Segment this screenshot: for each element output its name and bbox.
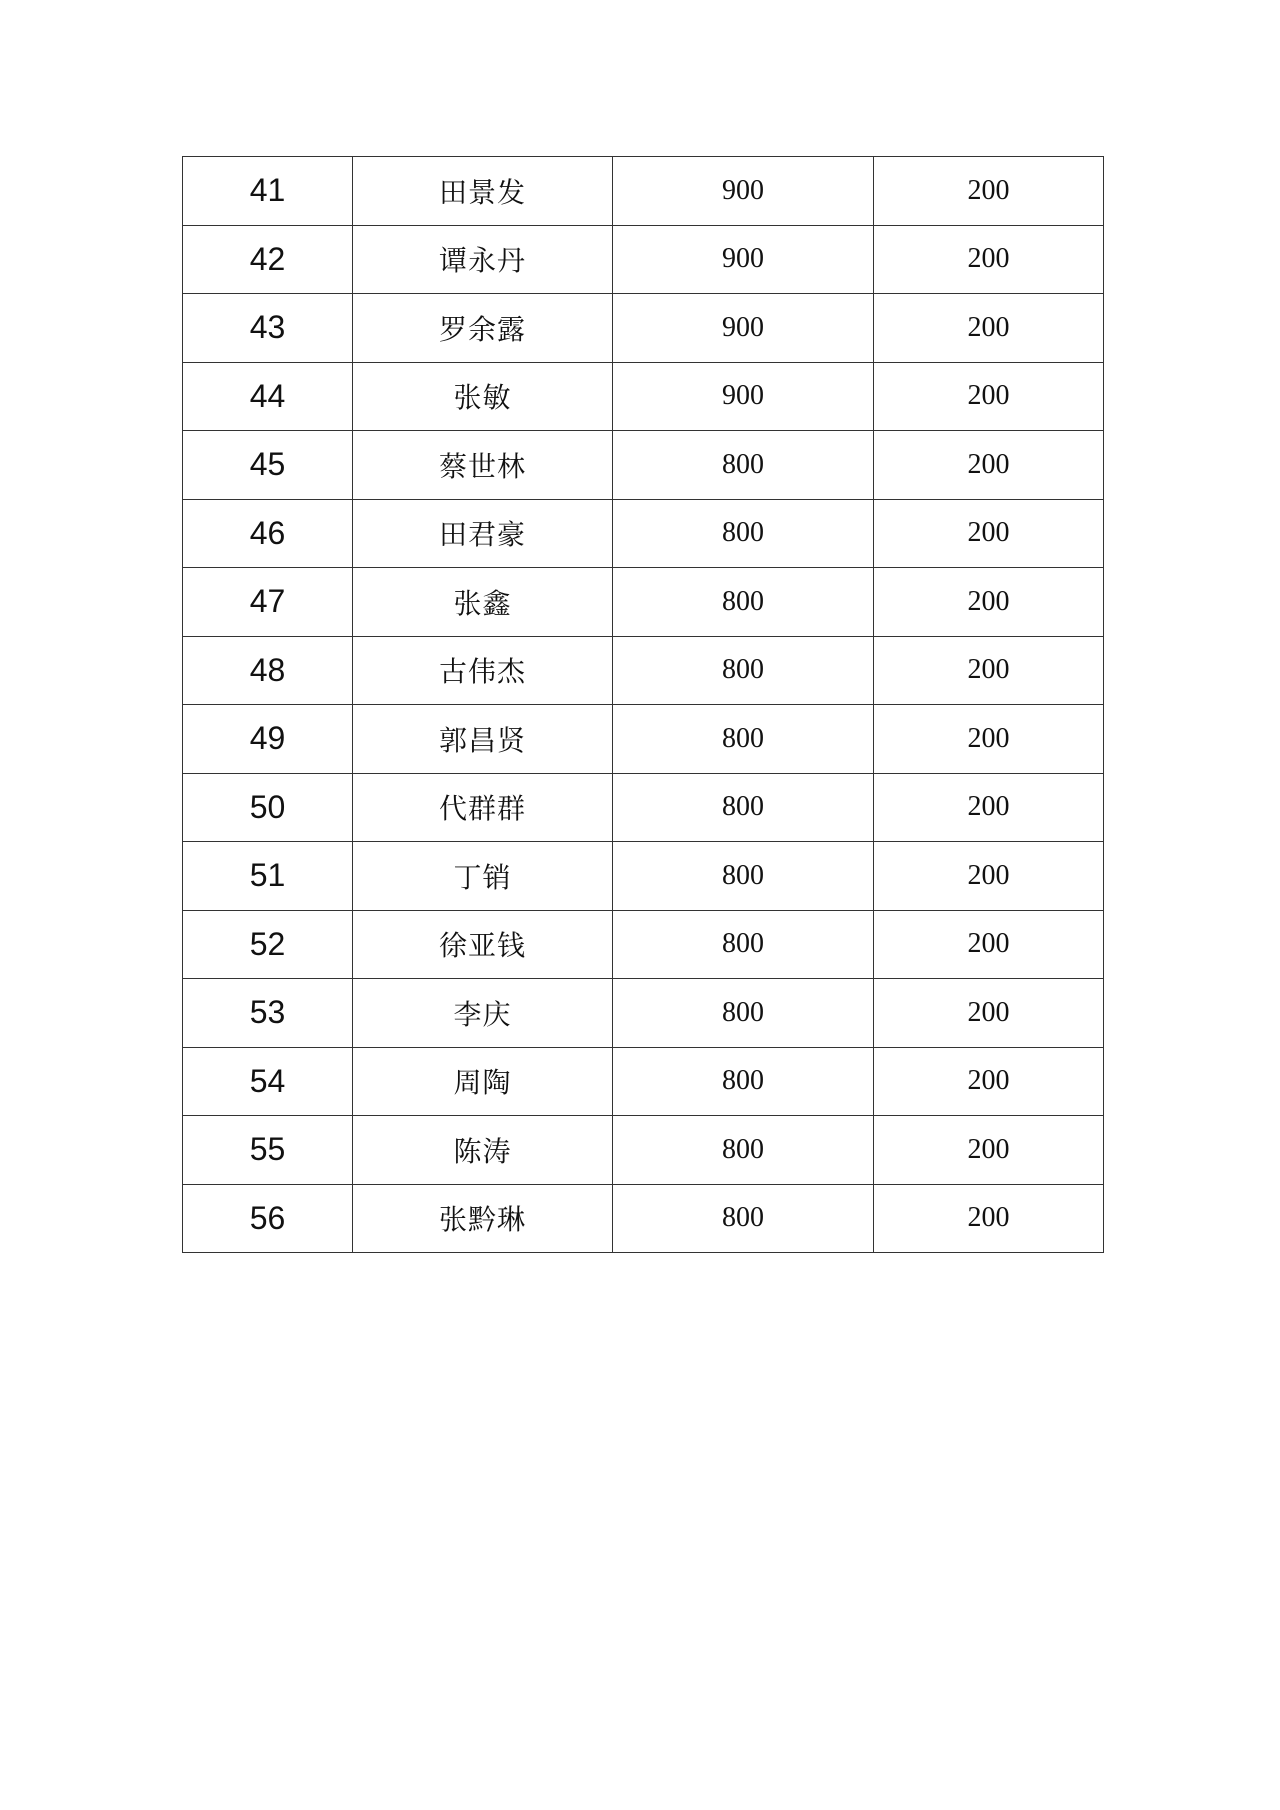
person-name-cell: 代群群 <box>353 773 613 842</box>
amount-a-cell: 800 <box>613 1184 874 1253</box>
row-number-cell: 47 <box>183 568 353 637</box>
row-number-cell: 54 <box>183 1047 353 1116</box>
row-number-cell: 50 <box>183 773 353 842</box>
amount-a-cell: 800 <box>613 568 874 637</box>
row-number-cell: 51 <box>183 842 353 911</box>
amount-b-cell: 200 <box>874 636 1104 705</box>
amount-b-cell: 200 <box>874 1184 1104 1253</box>
amount-a-cell: 900 <box>613 294 874 363</box>
roster-table <box>182 156 1104 1253</box>
person-name-cell: 张敏 <box>353 362 613 431</box>
person-name-cell: 李庆 <box>353 979 613 1048</box>
person-name-cell: 田景发 <box>353 157 613 226</box>
amount-b-cell: 200 <box>874 705 1104 774</box>
amount-a-cell: 800 <box>613 979 874 1048</box>
amount-a-cell: 800 <box>613 773 874 842</box>
amount-b-cell: 200 <box>874 362 1104 431</box>
row-number-cell: 56 <box>183 1184 353 1253</box>
row-number-cell: 53 <box>183 979 353 1048</box>
row-number-cell: 48 <box>183 636 353 705</box>
row-number-cell: 45 <box>183 431 353 500</box>
table-row <box>183 979 1104 1048</box>
person-name-cell: 谭永丹 <box>353 225 613 294</box>
amount-a-cell: 900 <box>613 362 874 431</box>
row-number-cell: 41 <box>183 157 353 226</box>
table-row <box>183 362 1104 431</box>
person-name-cell: 蔡世林 <box>353 431 613 500</box>
amount-b-cell: 200 <box>874 979 1104 1048</box>
table-row <box>183 705 1104 774</box>
table-row <box>183 1184 1104 1253</box>
table-row <box>183 225 1104 294</box>
person-name-cell: 罗余露 <box>353 294 613 363</box>
table-row <box>183 842 1104 911</box>
amount-b-cell: 200 <box>874 431 1104 500</box>
amount-a-cell: 900 <box>613 225 874 294</box>
person-name-cell: 郭昌贤 <box>353 705 613 774</box>
person-name-cell: 张黔琳 <box>353 1184 613 1253</box>
amount-b-cell: 200 <box>874 225 1104 294</box>
table-row <box>183 1047 1104 1116</box>
amount-b-cell: 200 <box>874 842 1104 911</box>
table-row <box>183 910 1104 979</box>
person-name-cell: 陈涛 <box>353 1116 613 1185</box>
amount-b-cell: 200 <box>874 568 1104 637</box>
roster-table-body <box>183 157 1104 1253</box>
person-name-cell: 张鑫 <box>353 568 613 637</box>
person-name-cell: 田君豪 <box>353 499 613 568</box>
amount-b-cell: 200 <box>874 1116 1104 1185</box>
amount-b-cell: 200 <box>874 499 1104 568</box>
table-row <box>183 1116 1104 1185</box>
table-row <box>183 568 1104 637</box>
row-number-cell: 52 <box>183 910 353 979</box>
table-row <box>183 157 1104 226</box>
amount-a-cell: 800 <box>613 1116 874 1185</box>
person-name-cell: 丁销 <box>353 842 613 911</box>
amount-a-cell: 800 <box>613 1047 874 1116</box>
person-name-cell: 周陶 <box>353 1047 613 1116</box>
table-row <box>183 294 1104 363</box>
amount-b-cell: 200 <box>874 294 1104 363</box>
amount-a-cell: 800 <box>613 499 874 568</box>
table-row <box>183 773 1104 842</box>
amount-a-cell: 800 <box>613 842 874 911</box>
row-number-cell: 55 <box>183 1116 353 1185</box>
row-number-cell: 43 <box>183 294 353 363</box>
table-row <box>183 499 1104 568</box>
row-number-cell: 42 <box>183 225 353 294</box>
amount-a-cell: 800 <box>613 910 874 979</box>
amount-b-cell: 200 <box>874 910 1104 979</box>
table-row <box>183 636 1104 705</box>
amount-b-cell: 200 <box>874 157 1104 226</box>
amount-a-cell: 800 <box>613 636 874 705</box>
person-name-cell: 徐亚钱 <box>353 910 613 979</box>
amount-b-cell: 200 <box>874 773 1104 842</box>
amount-b-cell: 200 <box>874 1047 1104 1116</box>
amount-a-cell: 800 <box>613 705 874 774</box>
row-number-cell: 49 <box>183 705 353 774</box>
row-number-cell: 44 <box>183 362 353 431</box>
row-number-cell: 46 <box>183 499 353 568</box>
amount-a-cell: 900 <box>613 157 874 226</box>
table-row <box>183 431 1104 500</box>
person-name-cell: 古伟杰 <box>353 636 613 705</box>
amount-a-cell: 800 <box>613 431 874 500</box>
